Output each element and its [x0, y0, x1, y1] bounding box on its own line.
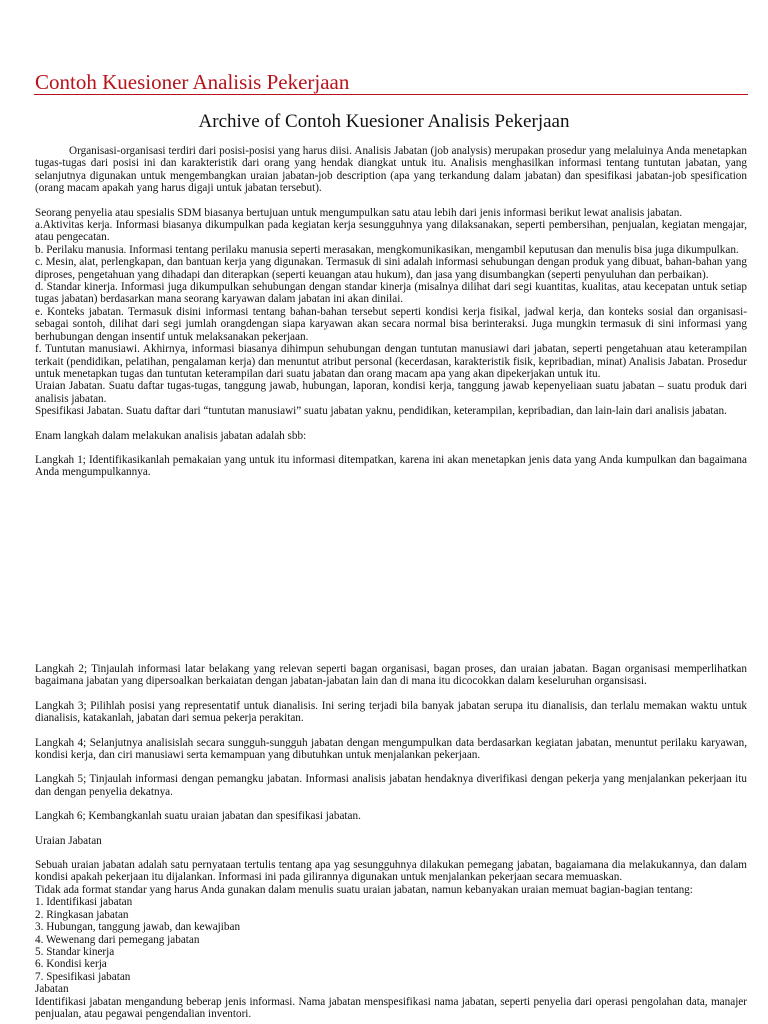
steps-intro: Enam langkah dalam melakukan analisis jabatan adalah sbb:: [35, 429, 307, 442]
archive-title: Archive of Contoh Kuesioner Analisis Pekerjaan: [198, 111, 570, 132]
info-item: e. Konteks jabatan. Termasuk disini informasi tentang bahan-bahan tersebut seperti kondisi kerja fisikal, jadwal kerja, dan konteks sosial dan organisasi-sebagai sontoh, dilihat dari segi jumlah orangdengan siapa karyawan akan secara normal bisa berinteraksi. Juga mungkin termasuk di sini informasi yang berhubungan dengan insentif untuk melaksanakan pekerjaan.: [35, 305, 747, 343]
step-2: Langkah 2; Tinjaulah informasi latar belakang yang relevan seperti bagan organisasi, bagan proses, dan uraian jabatan. Bagan organisasi memperlihatkan bagaimana jabatan yang dipersoalkan berkaiatan dengan jabatan-jabatan lain dan di mana itu dicocokkan dalam keseluruhan organsisasi.: [35, 663, 747, 688]
format-list-item: 3. Hubungan, tanggung jawab, dan kewajiban: [35, 921, 241, 934]
step-1: Langkah 1; Identifikasikanlah pemakaian yang untuk itu informasi ditempatkan, karena ini akan menetapkan jenis data yang Anda kumpulkan dan bagaimana Anda mengumpulkannya.: [35, 453, 747, 479]
step-5: Langkah 5; Tinjaulah informasi dengan pemangku jabatan. Informasi analisis jabatan hendaknya diverifikasi dengan pekerja yang menjalankan pekerjaan itu dan dengan penyelia dekatnya.: [35, 773, 747, 798]
step-6: Langkah 6; Kembangkanlah suatu uraian jabatan dan spesifikasi jabatan.: [35, 810, 361, 823]
format-list-item: 7. Spesifikasi jabatan: [35, 970, 131, 983]
format-list-item: 1. Identifikasi jabatan: [35, 896, 133, 909]
format-list-item: 5. Standar kinerja: [35, 945, 115, 958]
jabatan-heading: Jabatan: [35, 983, 69, 996]
step-4: Langkah 4; Selanjutnya analisislah secara sungguh-sungguh jabatan dengan mengumpulkan data berdasarkan kegiatan jabatan, menuntut perilaku karyawan, kondisi kerja, dan ciri manusiawi serta kemampuan yang dibutuhkan untuk menjalankan pekerjaan.: [35, 736, 747, 762]
step-3: Langkah 3; Pilihlah posisi yang representatif untuk dianalisis. Ini sering terjadi bila banyak jabatan serupa itu dianalisis, dan terlalu memakan waktu untuk dianalisis, katakanlah, jabatan dari semua pekerja perakitan.: [35, 699, 747, 725]
info-item: Spesifikasi Jabatan. Suatu daftar dari “tuntutan manusiawi” suatu jabatan yaknu, pendidikan, keterampilan, kepribadian, dan lain-lain dari analisis jabatan.: [35, 405, 727, 418]
body-section-2: [35, 663, 747, 1020]
format-list-item: 6. Kondisi kerja: [35, 958, 107, 971]
format-list-item: 2. Ringkasan jabatan: [35, 908, 129, 921]
info-item: c. Mesin, alat, perlengkapan, dan bantuan kerja yang digunakan. Termasuk di sini adalah informasi sehubungan dengan produk yang dibuat, bahan-bahan yang diproses, pengetahuan yang dihadapi dan diterapkan (seperti keuangan atau hukum), dan jasa yang disumbangkan (seperti penyuluhan dan perbaikan).: [35, 256, 747, 281]
title-divider: [34, 94, 748, 95]
collect-paragraph: Seorang penyelia atau spesialis SDM biasanya bertujuan untuk mengumpulkan satu atau lebih dari jenis informasi berikut lewat analisis jabatan.: [35, 206, 683, 219]
info-item: f. Tuntutan manusiawi. Akhirnya, informasi biasanya dihimpun sehubungan dengan tuntutan manusiawi dari jabatan, seperti pengetahuan atau keterampilan terkait (pendidikan, pelatihan, pengalaman kerja) dan menuntut atribut personal (kecerdasan, karakteristik fisik, kepribadian, minat) Analisis Jabatan. Prosedur untuk menetapkan tugas dan tuntutan keterampilan dari suatu jabatan dan orang macam apa yang akan dipekerjakan untuk itu.: [35, 343, 747, 380]
format-list-item: 4. Wewenang dari pemegang jabatan: [35, 933, 200, 946]
info-item: Uraian Jabatan. Suatu daftar tugas-tugas, tanggung jawab, hubungan, laporan, kondisi kerja, tanggung jawab kepenyeliaan suatu jabatan – suatu produk dari analisis jabatan.: [35, 380, 747, 405]
body-section-1: [35, 145, 747, 479]
uraian-heading: Uraian Jabatan: [35, 834, 102, 847]
jabatan-description: Identifikasi jabatan mengandung beberap jenis informasi. Nama jabatan menspesifikasi nama jabatan, seperti penyelia dari operasi pengolahan data, manajer penjualan, atau pegawai pengendalian inventori.: [35, 995, 747, 1020]
info-item: b. Perilaku manusia. Informasi tentang perilaku manusia seperti merasakan, mengkomunikasikan, mengambil keputusan dan menulis bisa juga dikumpulkan.: [35, 243, 739, 256]
uraian-description: Sebuah uraian jabatan adalah satu pernyataan tertulis tentang apa yag sesungguhnya dilakukan pemegang jabatan, bagaiamana dia melakukannya, dan dalam kondisi apakah pekerjaan itu dijalankan. Informasi ini pada gilirannya digunakan untuk menjalankan pekerjaan secara memuaskan.: [35, 859, 747, 884]
info-item: a.Aktivitas kerja. Informasi biasanya dikumpulkan pada kegiatan kerja sesungguhnya yang dilaksanakan, seperti pembersihan, penjualan, kegiatan mengajar, atau pengecatan.: [35, 219, 747, 244]
info-item: d. Standar kinerja. Informasi juga dikumpulkan sehubungan dengan standar kinerja (misalnya dilihat dari segi kuantitas, kualitas, atau kecepatan untuk setiap tugas jabatan) berdasarkan mana seorang karyawan dalam jabatan ini akan dinilai.: [35, 281, 747, 306]
intro-paragraph: Organisasi-organisasi terdiri dari posisi-posisi yang harus diisi. Analisis Jabatan (job analysis) merupakan prosedur yang melaluinya Anda menetapkan tugas-tugas dari posisi ini dan karakteristik dari orang yang hendak diangkat untuk itu. Analisis menghasilkan informasi tentang tuntutan jabatan, yang selanjutnya digunakan untuk mengembangkan uraian jabatan-job description (apa yang terkandung dalam jabatan) dan spesifikasi jabatan-job spesification (orang macam apakah yang harus digaji untuk jabatan tersebut).: [35, 145, 747, 195]
format-intro: Tidak ada format standar yang harus Anda gunakan dalam menulis suatu uraian jabatan, namun kebanyakan uraian memuat bagian-bagian tentang:: [35, 883, 693, 896]
blog-title[interactable]: Contoh Kuesioner Analisis Pekerjaan: [35, 70, 350, 94]
